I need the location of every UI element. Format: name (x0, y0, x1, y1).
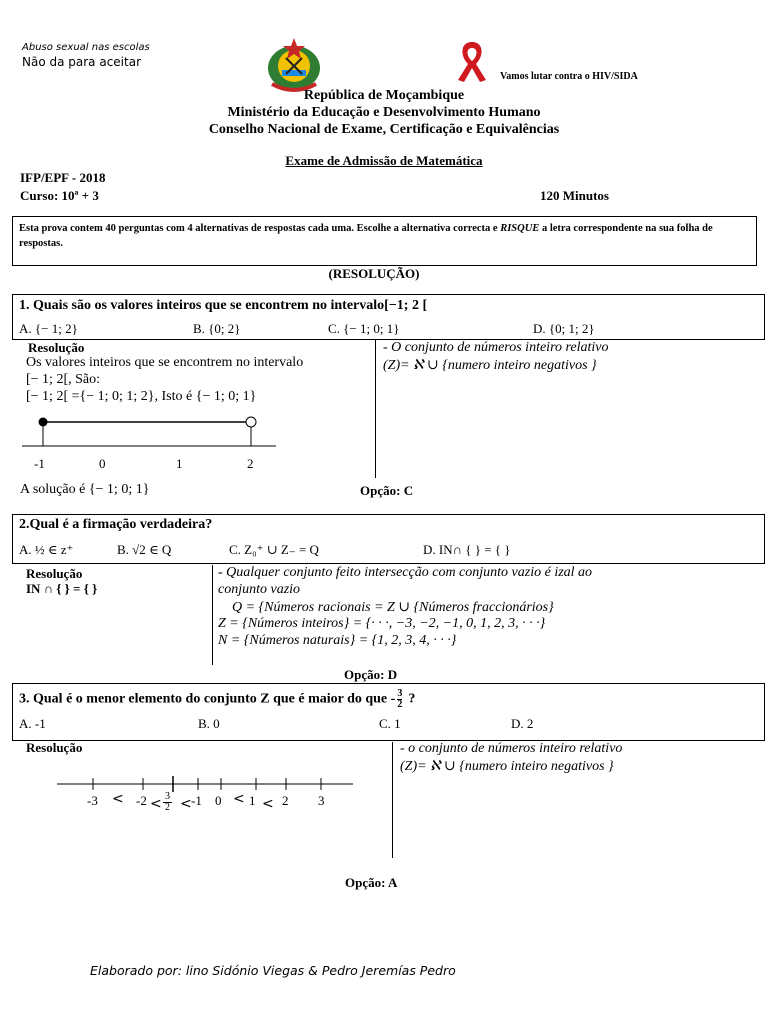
q3-resolution-label: Resolução (26, 740, 83, 755)
aids-ribbon-icon (452, 38, 492, 84)
q3-axis-fraction (163, 792, 172, 813)
q3-number-line (55, 775, 355, 795)
q3-axis-label: -2 (136, 793, 147, 808)
closed-endpoint (39, 418, 48, 427)
q1-option-a[interactable]: A. {− 1; 2} (19, 321, 78, 336)
q2-set-n: N = {Números naturais} = {1, 2, 3, 4, · · ·} (218, 633, 457, 648)
mozambique-emblem (258, 34, 330, 94)
q2-answer: Opção: D (344, 667, 398, 682)
q3-axis-label: -1 (191, 793, 202, 808)
q3-less-than: < (180, 796, 192, 812)
q3-less-than: < (262, 796, 274, 812)
question-3 (19, 689, 415, 710)
course-value: 10ª + 3 (61, 188, 99, 203)
q3-axis-label: 1 (249, 793, 256, 808)
header-note: Não da para aceitar (22, 55, 142, 69)
q3-answer: Opção: A (345, 875, 398, 890)
q1-option-c[interactable]: C. {− 1; 0; 1} (328, 321, 400, 336)
q1-side-note-2: (Z)= ℵ ∪ {numero inteiro negativos } (383, 358, 597, 373)
q3-axis-frac-num: 3 (165, 791, 170, 802)
republic-title: República de Moçambique (303, 88, 465, 103)
q3-axis-label: 3 (318, 793, 325, 808)
q1-axis-label: 2 (247, 456, 254, 471)
question-2-text: 2.Qual é a firmação verdadeira? (19, 517, 213, 532)
duration: 120 Minutos (540, 188, 609, 203)
q1-divider (375, 340, 376, 478)
resolution-title: (RESOLUÇÃO) (328, 266, 420, 281)
q3-axis-label: 0 (215, 793, 222, 808)
q2-resolution-label: Resolução (26, 566, 83, 581)
q1-resolution-line3: [− 1; 2[ ={− 1; 0; 1; 2}, Isto é {− 1; 0; 1} (26, 389, 257, 404)
q3-less-than: < (112, 791, 124, 807)
q3-option-d[interactable]: D. 2 (511, 716, 534, 731)
handwritten-note: Abuso sexual nas escolas (22, 42, 150, 53)
q1-option-b[interactable]: B. {0; 2} (193, 321, 241, 336)
q2-option-a[interactable]: A. ½ ∈ z⁺ (19, 542, 74, 557)
question-3-end: ? (408, 691, 416, 707)
q2-option-d[interactable]: D. IN∩ { } = { } (423, 542, 511, 557)
q3-axis-frac-den: 2 (165, 802, 170, 813)
q3-less-than: < (150, 796, 162, 812)
q1-number-line (20, 410, 282, 460)
q2-option-c[interactable]: C. Z₀⁺ ∪ Z₋ = Q (229, 542, 319, 557)
exam-title: Exame de Admissão de Matemática (285, 153, 483, 168)
open-endpoint (246, 417, 256, 427)
q3-option-c[interactable]: C. 1 (379, 716, 401, 731)
q3-axis-label: -3 (87, 793, 98, 808)
instructions-box (12, 216, 757, 266)
q1-side-note-1: - O conjunto de números inteiro relativo (383, 340, 609, 355)
question-2-box (12, 514, 765, 564)
q3-option-a[interactable]: A. -1 (19, 716, 46, 731)
q2-option-b[interactable]: B. √2 ∈ Q (117, 542, 172, 557)
course-label: Curso: (20, 188, 59, 203)
q3-less-than: < (233, 791, 245, 807)
q1-axis-label: 1 (176, 456, 183, 471)
hiv-slogan: Vamos lutar contra o HIV/SIDA (500, 71, 638, 82)
q2-divider (212, 565, 213, 665)
instructions-emphasis: RISQUE (500, 223, 540, 234)
q2-side-note-2: conjunto vazio (218, 582, 301, 597)
q3-side-note-2: (Z)= ℵ ∪ {numero inteiro negativos } (400, 759, 614, 774)
q3-axis-label: 2 (282, 793, 289, 808)
q1-resolution-line2: [− 1; 2[, São: (26, 372, 100, 387)
q1-resolution-label: Resolução (28, 340, 85, 355)
q1-option-d[interactable]: D. {0; 1; 2} (533, 321, 595, 336)
footer-author: Elaborado por: lino Sidónio Viegas & Pedro Jeremías Pedro (90, 963, 456, 978)
q1-answer: Opção: C (360, 483, 414, 498)
ministry-title: Ministério da Educação e Desenvolvimento Humano (227, 105, 541, 120)
q3-side-note-1: - o conjunto de números inteiro relativo (400, 741, 623, 756)
council-title: Conselho Nacional de Exame, Certificação e Equivalências (208, 122, 560, 137)
q1-solution: A solução é {− 1; 0; 1} (20, 482, 150, 497)
q3-frac-den: 2 (397, 699, 403, 710)
question-1-box (12, 294, 765, 340)
q2-resolution-line1: IN ∩ { } = { } (26, 581, 98, 596)
instructions-text-2: a letra correspondente na sua folha de respostas. (19, 223, 713, 249)
question-1-text: 1. Quais são os valores inteiros que se encontrem no intervalo[−1; 2 [ (19, 298, 428, 313)
q1-axis-label: -1 (34, 456, 45, 471)
q2-side-note-1: - Qualquer conjunto feito intersecção com conjunto vazio é izal ao (218, 565, 593, 580)
institution: IFP/EPF - 2018 (20, 170, 106, 185)
q2-set-z: Z = {Números inteiros} = {· · ·, −3, −2, −1, 0, 1, 2, 3, · · ·} (218, 616, 546, 631)
question-3-box (12, 683, 765, 741)
q1-resolution-line1: Os valores inteiros que se encontrem no intervalo (26, 355, 304, 370)
q1-axis-label: 0 (99, 456, 106, 471)
q3-fraction (397, 689, 402, 710)
q3-frac-num: 3 (397, 688, 403, 699)
question-3-text: 3. Qual é o menor elemento do conjunto Z que é maior do que - (19, 691, 396, 707)
course (20, 188, 99, 204)
q3-option-b[interactable]: B. 0 (198, 716, 220, 731)
q2-set-q: Q = {Números racionais = Z ∪ {Números fraccionários} (232, 600, 554, 615)
instructions-text-1: Esta prova contem 40 perguntas com 4 alternativas de respostas cada uma. Escolhe a alternativa correcta e (19, 223, 501, 234)
q3-divider (392, 742, 393, 858)
